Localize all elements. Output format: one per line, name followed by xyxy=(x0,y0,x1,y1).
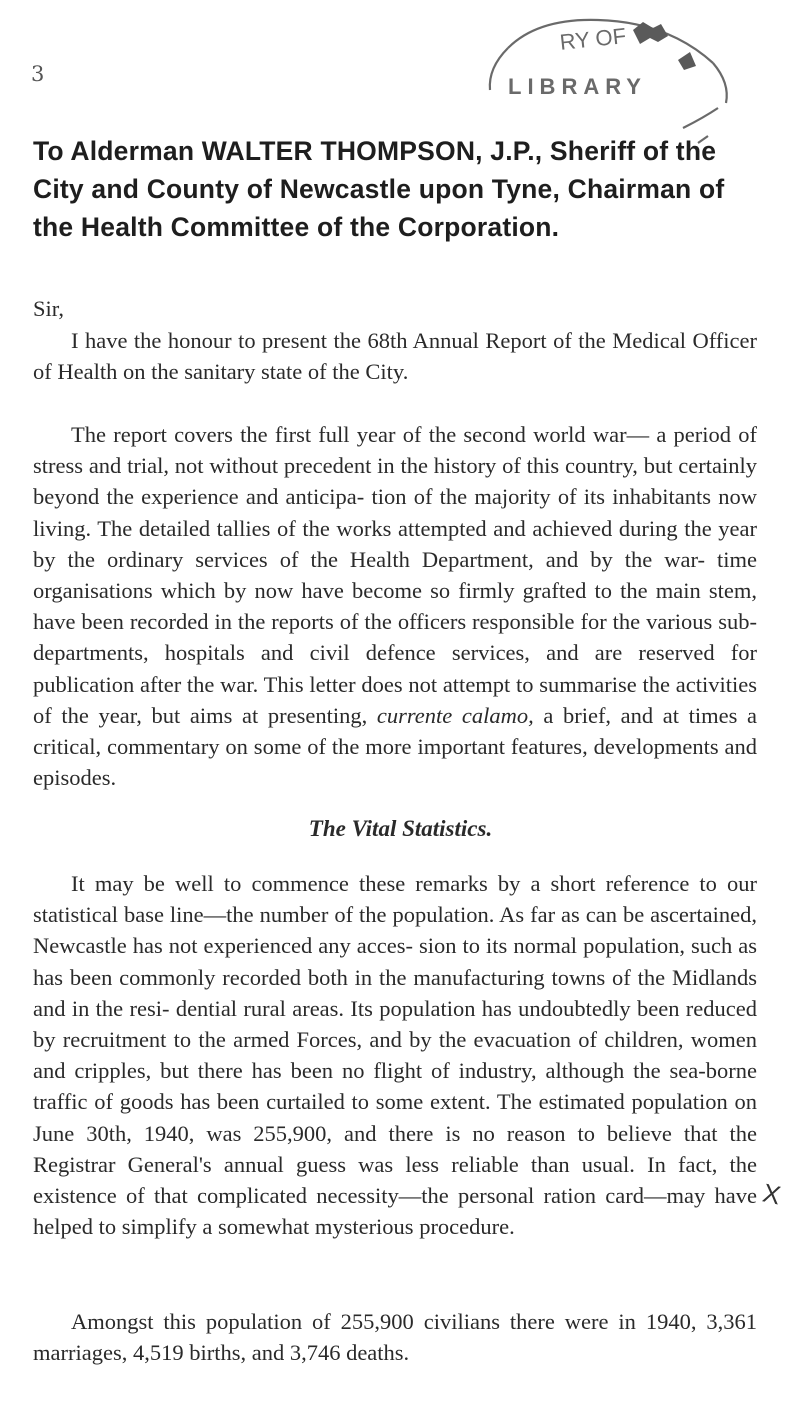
stamp-top-text: RY OF xyxy=(558,23,628,55)
paragraph-2-text-b: a brief, and at times a critical, commentary on some of the more important features, developments and episodes. xyxy=(33,702,757,791)
page-number: 3 xyxy=(31,62,45,86)
paragraph-4: Amongst this population of 255,900 civilians there were in 1940, 3,361 marriages, 4,519 births, and 3,746 deaths. xyxy=(33,1309,757,1366)
paragraph-1: I have the honour to present the 68th Annual Report of the Medical Officer of Health on the sanitary state of the City. xyxy=(33,328,757,385)
section-title-vital-statistics: The Vital Statistics. xyxy=(308,816,493,841)
stamp-bottom-text: LIBRARY xyxy=(508,74,647,99)
paragraph-2-text-a: The report covers the first full year of the second world war— a period of stress and trial, not without precedent in the history of this country, but certainly beyond the experience and anticipa- tion of the majority of its inhabitants now living. The detailed tallies of the works attempted and achieved during the year by the ordinary services of the Health Department, and by the war- time organisations which by now have become so firmly grafted to the main stem, have been recorded in the reports of the officers responsible for the various sub-departments, hospitals and civil defence services, and are reserved for publication after the war. This letter does not attempt to summarise the activities of the year, but aims at presenting, xyxy=(33,422,757,728)
margin-mark: X xyxy=(760,1177,784,1211)
paragraph-2 xyxy=(33,419,757,793)
salutation: Sir, xyxy=(33,296,64,321)
latin-phrase: currente calamo, xyxy=(376,702,534,728)
letter-heading: To Alderman WALTER THOMPSON, J.P., Sheriff of the City and County of Newcastle upon Tyne, Chairman of the Health Committee of the Corporation. xyxy=(33,136,725,242)
stamp-crest-icon xyxy=(633,22,696,70)
paragraph-3: It may be well to commence these remarks by a short reference to our statistical base line—the number of the population. As far as can be ascertained, Newcastle has not experienced any acces- sion to its normal population, such as has been commonly recorded both in the manufacturing towns of the Midlands and in the resi- dential rural areas. Its population has undoubtedly been reduced by recruitment to the armed Forces, and by the evacuation of children, women and cripples, but there has been no flight of industry, although the sea-borne traffic of goods has been curtailed to some extent. The estimated population on June 30th, 1940, was 255,900, and there is no reason to believe that the Registrar General's annual guess was less reliable than usual. In fact, the existence of that complicated necessity—the personal ration card—may have helped to simplify a somewhat mysterious procedure. xyxy=(33,871,757,1240)
